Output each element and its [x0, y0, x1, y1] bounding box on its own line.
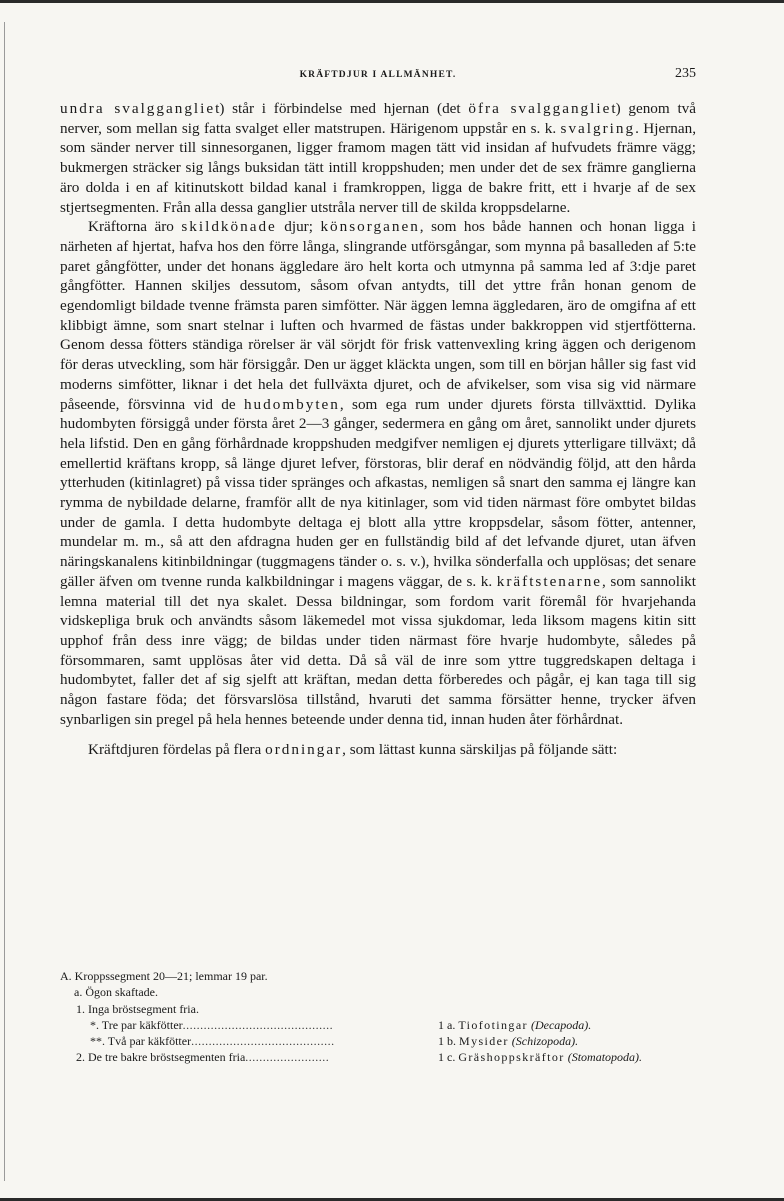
spaced-term: kräftstenarne	[496, 572, 603, 590]
key-result-number: 1 c.	[438, 1050, 456, 1065]
key-leader-dots: .........................................	[191, 1034, 335, 1049]
text-run: . Hjernan, som sänder nerver till sinnesorganen, ligger framom magen tätt vid insidan af hufvudets främre vägg; bukmergen sträcker sig långs buksidan tätt intill kroppshuden; men under det de sex främre ganglierna äro dolda i en af kitinutskott bildad kanal i framkroppen, ligga de bakre fritt, ett i hvarje af de sex stjertsegmenten. Från alla dessa ganglier utstråla nerver till de skilda kroppsdelarne.	[60, 119, 697, 216]
key-label: a. Ögon skaftade.	[74, 985, 158, 1000]
key-line	[60, 1001, 700, 1017]
key-result-name: Tiofotingar	[458, 1017, 528, 1032]
key-result	[438, 1049, 642, 1065]
spaced-term: svalgring	[560, 119, 636, 137]
key-result	[438, 1017, 591, 1033]
text-run: , som hos både hannen och honan ligga i närheten af hjertat, hafva hos den förre långa, slingrande utförsgångar, som mynna på basalleden af 5:te paret gångfötter, under det honans äggledare äro helt korta och utmynna på samma led af 3:dje paret gångfötter. Hannen skiljes dessutom, såsom ofvan antydts, till det yttre från honan genom de egendomligt bildade tvenne främsta paren simfötter. När äggen lemna äggledaren, äro de omgifna af ett klibbigt ämne, som snart stelnar i luften och hvarmed de fästas under bakkroppen vid stjertfötterna. Genom dessa fötters ständiga rörelser är väl sörjdt för frisk vattenvexling kring äggen och derigenom för deras utveckling, som här försiggår. Den ur ägget kläckta ungen, som till en början håller sig fast vid moderns simfötter, liknar i det hela det fullväxta djuret, och de afvikelser, som visa sig vid närmare påseende, försvinna vid de	[60, 218, 697, 413]
key-result-latin: (Stomatopoda).	[567, 1050, 643, 1065]
spaced-term: undra svalgganglie	[60, 100, 216, 117]
key-line	[60, 968, 700, 984]
key-result-number: 1 a.	[438, 1017, 456, 1032]
page-left-edge	[4, 22, 5, 1181]
paragraph	[60, 217, 696, 729]
key-result-name: Gräshoppskräftor	[458, 1050, 565, 1065]
key-result-latin: (Decapoda).	[530, 1017, 592, 1032]
text-run: Kräftorna äro	[88, 218, 182, 236]
paragraph-gap	[60, 730, 696, 740]
text-run: , som lättast kunna särskiljas på följande sätt:	[342, 740, 618, 758]
key-label: **. Två par käkfötter	[90, 1034, 192, 1049]
key-line	[60, 1033, 700, 1049]
paragraph	[60, 99, 696, 217]
key-line	[60, 984, 700, 1000]
page-number: 235	[675, 66, 696, 81]
key-label: 1. Inga bröstsegment fria.	[76, 1001, 199, 1016]
key-result-number: 1 b.	[438, 1034, 456, 1049]
key-leader-dots: ...........................................	[182, 1017, 334, 1032]
key-leader-dots: ........................	[245, 1050, 330, 1065]
classification-key	[60, 968, 700, 1066]
key-label: 2. De tre bakre bröstsegmenten fria	[76, 1050, 246, 1065]
key-label: *. Tre par käkfötter	[90, 1017, 183, 1032]
running-head: KRÄFTDJUR I ALLMÄNHET.	[299, 70, 457, 80]
text-run: , som sannolikt lemna material till det nya skalet. Dessa bildningar, som fordom varit föremål för hvarjehanda vidskepliga bruk och användts såsom läkemedel mot vissa sjukdomar, leda liksom magens kitin sitt upphof från dess inre vägg; de bildas under tiden närmast före hvarje hudombyte, således på försommaren, samt upplösas åter vid detta. Då så väl de inre som yttre tuggredskapen deltaga i hudombytet, faller det af sig sjelft att kräftan, medan detta förberedes och pågår, ej kan taga till sig någon fastare föda; det försvarslösa tillstånd, hvaruti det samma försätter henne, trycker äfven synbarligen sin pregel på hela hennes beteende under denna tid, innan huden åter förhårdnat.	[60, 572, 696, 728]
spaced-term: ordningar	[265, 740, 343, 758]
key-result-latin: (Schizopoda).	[511, 1034, 579, 1049]
key-line	[60, 1049, 700, 1065]
spaced-term: hudombyten	[243, 395, 340, 413]
text-run: t) genom två nerver, som mellan sig fatta svalget eller matstrupen. Härigenom uppstår en s. k.	[60, 100, 697, 137]
key-result	[438, 1033, 578, 1049]
body-text	[60, 99, 696, 759]
key-result-name: Mysider	[459, 1034, 509, 1049]
spaced-term: könsorganen	[320, 218, 420, 236]
key-label: A. Kroppssegment 20—21; lemmar 19 par.	[60, 969, 268, 983]
key-line	[60, 1017, 700, 1033]
text-run: t) står i förbindelse med hjernan (det	[215, 100, 469, 117]
page-top-border	[0, 0, 784, 3]
text-run: djur;	[276, 218, 321, 236]
page-header	[60, 66, 696, 86]
paragraph	[60, 740, 696, 760]
spaced-term: skildkönade	[181, 218, 277, 236]
text-run: Kräftdjuren fördelas på flera	[88, 740, 266, 758]
spaced-term: öfra svalgganglie	[468, 100, 612, 117]
text-run: , som ega rum under djurets första tillväxttid. Dylika hudombyten försiggå under första året 2—3 gånger, sedermera en gång om året, sannolikt under djurets hela lifstid. Den en gång förhårdnade kroppshuden medgifver nemligen ej djurets ytterligare tillväxt; då emellertid kräftans kropp, så länge djuret lefver, förstoras, blir deraf en nödvändig följd, att den hårda ytterhuden (kitinlagret) på vissa tider spränges och afkastas, nemligen så snart den samma ej längre kan rymma de nybildade delarne, framför allt de nya kitinlager, som vid tiden närmast före ombytet bildas under de gamla. I detta hudombyte deltaga ej blott alla yttre kroppsdelar, såsom fötter, antenner, mundelar m. m., så att den afdragna huden ger en fullständig bild af det lefvande djuret, utan äfven näringskanalens kitinbildningar (tuggmagens tänder o. s. v.), hvilka sönderfalla och upplösas; det senare gäller äfven om tvenne runda kalkbildningar i magens väggar, de s. k.	[60, 395, 697, 590]
